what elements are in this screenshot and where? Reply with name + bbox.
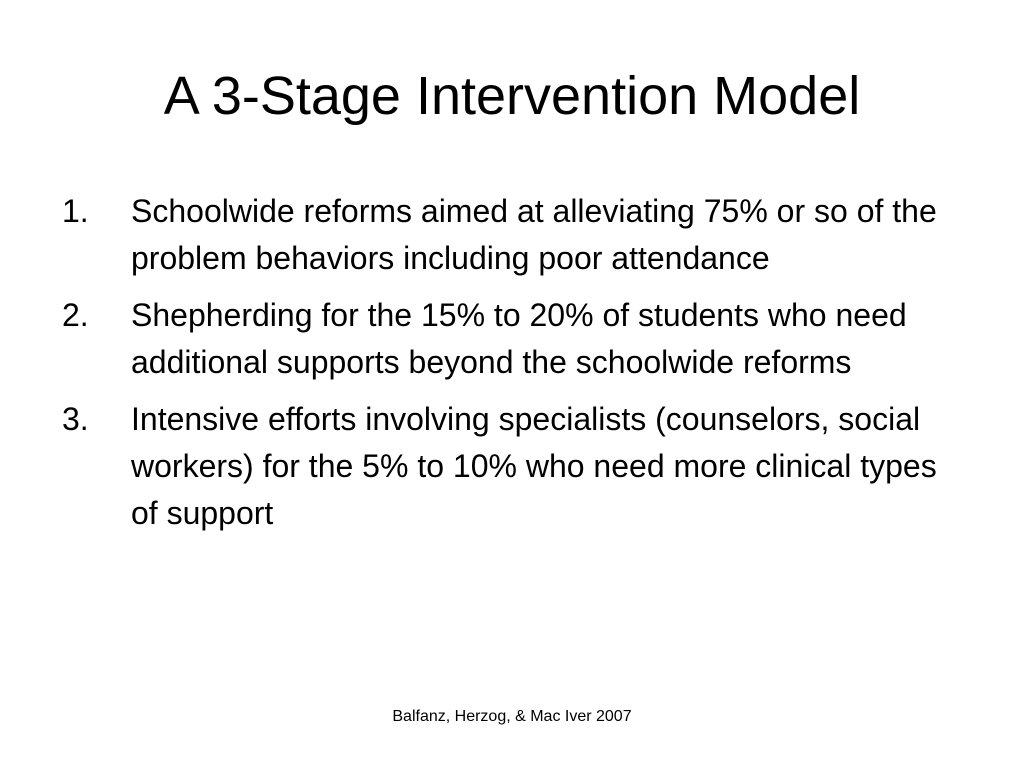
list-item [62, 292, 962, 386]
list-item-text: Schoolwide reforms aimed at alleviating 75% or so of the problem behaviors including poor attendance [131, 193, 937, 276]
list-item-text: Shepherding for the 15% to 20% of students who need additional supports beyond the schoolwide reforms [131, 297, 907, 380]
list-item-number: 3. [62, 401, 89, 437]
intervention-stage-list [62, 188, 962, 547]
list-item [62, 396, 962, 537]
list-item-text: Intensive efforts involving specialists (counselors, social workers) for the 5% to 10% who need more clinical types of support [131, 401, 937, 531]
slide-title: A 3-Stage Intervention Model [163, 66, 861, 126]
list-item [62, 188, 962, 282]
list-item-number: 2. [62, 297, 89, 333]
citation: Balfanz, Herzog, & Mac Iver 2007 [392, 708, 632, 725]
list-item-number: 1. [62, 193, 89, 229]
